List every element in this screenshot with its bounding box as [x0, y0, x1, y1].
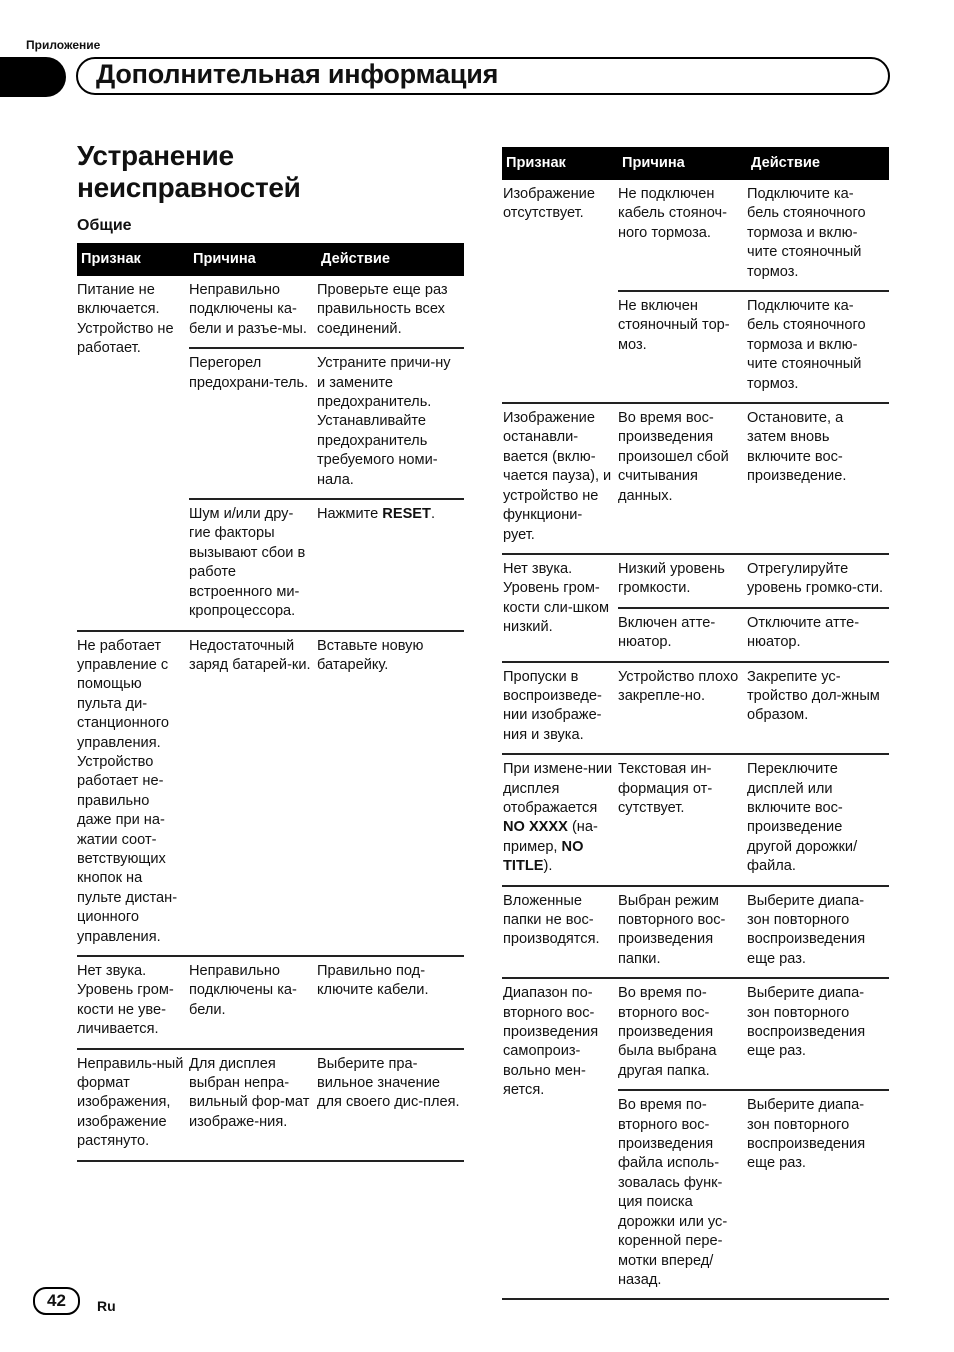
table-row [502, 754, 889, 885]
symptom-cell: Пропуски в воспроизведе-нии изображе-ния и звука. [502, 662, 618, 755]
language-code: Ru [97, 1298, 116, 1314]
cause-cell: Низкий уровень громкости. [618, 554, 747, 608]
table-row [77, 956, 464, 1049]
symptom-cell: Изображение останавли-вается (вклю-чается пауза), и устройство не функциони-рует. [502, 403, 618, 554]
symptom-text: ). [543, 858, 553, 875]
action-text: . [430, 506, 436, 523]
table-row [502, 180, 889, 291]
cause-cell: Во время вос-произведения произошел сбой считывания данных. [618, 403, 747, 554]
chapter-tab-marker [0, 57, 66, 97]
symptom-text: (на-пример, [503, 819, 598, 855]
action-cell: Закрепите ус-тройство дол-жным образом. [747, 662, 889, 755]
action-cell: Переключите дисплей или включите вос-произведение другой дорожки/ файла. [747, 754, 889, 885]
cause-cell: Шум и/или дру-гие факторы вызывают сбои в работе встроенного ми-кропроцессора. [189, 499, 317, 630]
page-title-line1: Устранение [77, 140, 234, 171]
page-title-line2: неисправностей [77, 172, 301, 203]
symptom-cell: Неправиль-ный формат изображения, изображение растянуто. [77, 1049, 189, 1161]
cause-cell: Не включен стояночный тор-моз. [618, 291, 747, 403]
table-row [502, 978, 889, 1090]
header-cause: Причина [618, 147, 747, 180]
section-label: Приложение [26, 38, 101, 52]
action-cell: Выберите диапа-зон повторного воспроизведения еще раз. [747, 978, 889, 1090]
symptom-cell: Не работает управление с помощью пульта ди-станционного управления. Устройство работает не-правильно даже при на-жатии соот-ветствующих кнопок на пульте дистан-ционного управления. [77, 631, 189, 957]
action-text: Нажмите [317, 506, 383, 523]
action-cell: Выберите диапа-зон повторного воспроизведения еще раз. [747, 886, 889, 979]
table-row [502, 554, 889, 608]
action-cell: Подключите ка-бель стояночного тормоза и вклю-чите стояночный тормоз. [747, 180, 889, 291]
action-cell: Остановите, а затем вновь включите вос-произведение. [747, 403, 889, 554]
cause-cell: Неправильно подключены ка-бели. [189, 956, 317, 1049]
action-cell: Вставьте новую батарейку. [317, 631, 464, 957]
page-number: 42 [33, 1287, 80, 1315]
chapter-header-title: Дополнительная информация [96, 59, 499, 89]
action-cell: Устраните причи-ну и замените предохранитель. Устанавливайте предохранитель требуемого номи-нала. [317, 348, 464, 499]
header-symptom: Признак [502, 147, 618, 180]
action-cell: Подключите ка-бель стояночного тормоза и вклю-чите стояночный тормоз. [747, 291, 889, 403]
table-row [502, 886, 889, 979]
symptom-cell: Вложенные папки не вос-производятся. [502, 886, 618, 979]
page-title [77, 140, 301, 204]
cause-cell: Перегорел предохрани-тель. [189, 348, 317, 499]
table-header-row [77, 243, 464, 276]
action-cell: Выберите диапа-зон повторного воспроизведения еще раз. [747, 1090, 889, 1299]
cause-cell: Для дисплея выбран непра-вильный фор-мат изображе-ния. [189, 1049, 317, 1161]
cause-cell: Текстовая ин-формация от-сутствует. [618, 754, 747, 885]
reset-button-label: RESET [382, 506, 431, 523]
table-row [77, 631, 464, 957]
cause-cell: Недостаточный заряд батарей-ки. [189, 631, 317, 957]
cause-cell: Неправильно подключены ка-бели и разъе-мы. [189, 276, 317, 348]
action-cell: Отключите атте-нюатор. [747, 608, 889, 662]
action-cell: Отрегулируйте уровень громко-сти. [747, 554, 889, 608]
header-action: Действие [317, 243, 464, 276]
symptom-cell: Питание не включается. Устройство не работает. [77, 276, 189, 631]
symptom-cell: Нет звука. Уровень гром-кости сли-шком низкий. [502, 554, 618, 662]
symptom-cell: Нет звука. Уровень гром-кости не уве-личивается. [77, 956, 189, 1049]
symptom-cell [502, 754, 618, 885]
cause-cell: Включен атте-нюатор. [618, 608, 747, 662]
no-title-message: NO TITLE [503, 838, 584, 875]
troubleshooting-table-left [77, 243, 464, 1162]
symptom-cell: Изображение отсутствует. [502, 180, 618, 403]
cause-cell: Не подключен кабель стояноч-ного тормоза. [618, 180, 747, 291]
table-row [502, 403, 889, 554]
action-cell: Проверьте еще раз правильность всех соединений. [317, 276, 464, 348]
table-row [77, 1049, 464, 1161]
no-xxxx-message: NO XXXX [503, 819, 568, 836]
subheading-general: Общие [77, 217, 132, 234]
header-symptom: Признак [77, 243, 189, 276]
symptom-text: При измене-нии дисплея отображается [503, 761, 613, 816]
cause-cell: Во время по-вторного вос-произведения файла исполь-зовалась функ-ция поиска дорожки или ус-коренной пере-мотки вперед/ назад. [618, 1090, 747, 1299]
action-cell: Правильно под-ключите кабели. [317, 956, 464, 1049]
table-row [502, 662, 889, 755]
cause-cell: Устройство плохо закрепле-но. [618, 662, 747, 755]
action-cell: Выберите пра-вильное значение для своего дис-плея. [317, 1049, 464, 1161]
action-cell [317, 499, 464, 630]
cause-cell: Выбран режим повторного вос-произведения папки. [618, 886, 747, 979]
table-header-row [502, 147, 889, 180]
table-row [77, 276, 464, 348]
header-action: Действие [747, 147, 889, 180]
cause-cell: Во время по-вторного вос-произведения была выбрана другая папка. [618, 978, 747, 1090]
troubleshooting-table-right [502, 147, 889, 1300]
header-cause: Причина [189, 243, 317, 276]
symptom-cell: Диапазон по-вторного вос-произведения самопроиз-вольно мен-яется. [502, 978, 618, 1299]
